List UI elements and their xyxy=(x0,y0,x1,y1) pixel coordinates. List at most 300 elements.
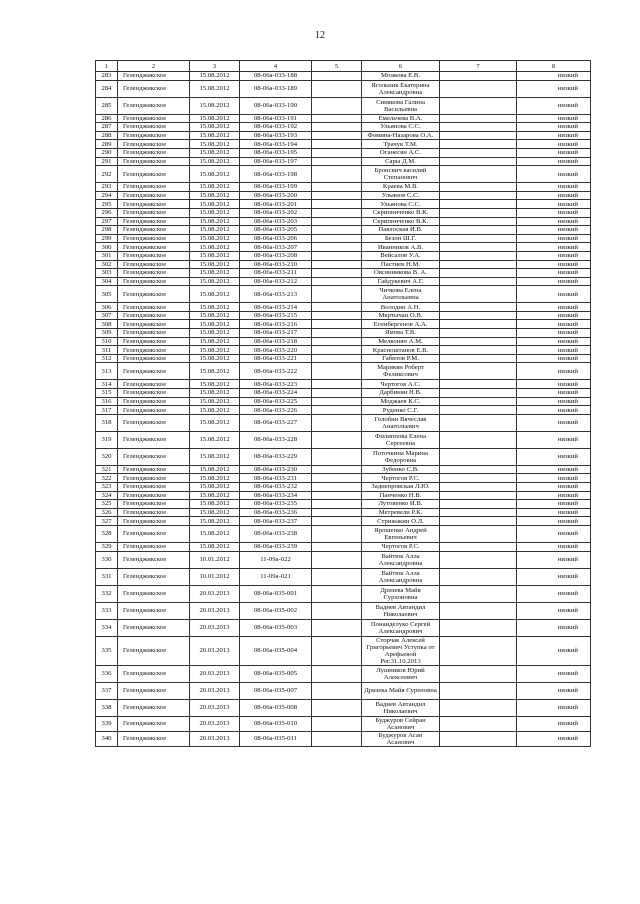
table-row xyxy=(96,320,591,329)
code-cell: 08-06а-035-004 xyxy=(240,636,312,665)
date-cell: 20.03.2013 xyxy=(190,636,240,665)
date-cell: 15.08.2012 xyxy=(190,337,240,346)
empty-cell xyxy=(312,354,362,363)
district-cell: Геленджикское xyxy=(118,269,190,278)
empty-cell xyxy=(312,602,362,619)
table-row xyxy=(96,354,591,363)
empty-cell xyxy=(440,329,517,338)
code-cell: 08-06а-035-001 xyxy=(240,585,312,602)
table-row xyxy=(96,277,591,286)
row-number: 335 xyxy=(96,636,118,665)
district-cell: Геленджикское xyxy=(118,286,190,303)
empty-cell xyxy=(440,346,517,355)
header-row xyxy=(96,61,591,72)
empty-cell xyxy=(312,251,362,260)
date-cell: 15.08.2012 xyxy=(190,354,240,363)
name-cell: Чертогов Р.С. xyxy=(362,542,440,551)
header-cell: 6 xyxy=(362,61,440,72)
table-row xyxy=(96,699,591,716)
empty-cell xyxy=(440,448,517,465)
risk-cell: низкий xyxy=(517,226,591,235)
row-number: 332 xyxy=(96,585,118,602)
row-number: 321 xyxy=(96,465,118,474)
empty-cell xyxy=(440,465,517,474)
row-number: 313 xyxy=(96,363,118,380)
risk-cell: низкий xyxy=(517,414,591,431)
empty-cell xyxy=(312,465,362,474)
table-row xyxy=(96,148,591,157)
row-number: 290 xyxy=(96,148,118,157)
table-row xyxy=(96,363,591,380)
empty-cell xyxy=(312,183,362,192)
row-number: 340 xyxy=(96,731,118,746)
district-cell: Геленджикское xyxy=(118,243,190,252)
row-number: 311 xyxy=(96,346,118,355)
district-cell: Геленджикское xyxy=(118,406,190,415)
empty-cell xyxy=(440,517,517,526)
district-cell: Геленджикское xyxy=(118,234,190,243)
code-cell: 08-06а-033-213 xyxy=(240,286,312,303)
district-cell: Геленджикское xyxy=(118,191,190,200)
risk-cell: низкий xyxy=(517,585,591,602)
name-cell: Вейсалов У.А. xyxy=(362,251,440,260)
empty-cell xyxy=(440,406,517,415)
empty-cell xyxy=(312,474,362,483)
date-cell: 15.08.2012 xyxy=(190,217,240,226)
date-cell: 15.08.2012 xyxy=(190,251,240,260)
empty-cell xyxy=(312,585,362,602)
table-row xyxy=(96,226,591,235)
code-cell: 08-06а-033-222 xyxy=(240,363,312,380)
district-cell: Геленджикское xyxy=(118,731,190,746)
empty-cell xyxy=(440,166,517,183)
date-cell: 15.08.2012 xyxy=(190,346,240,355)
risk-cell: низкий xyxy=(517,363,591,380)
name-cell: Дарбинян Н.В. xyxy=(362,389,440,398)
empty-cell xyxy=(312,234,362,243)
page-number: 12 xyxy=(315,30,325,41)
district-cell: Геленджикское xyxy=(118,114,190,123)
district-cell: Геленджикское xyxy=(118,465,190,474)
table-row xyxy=(96,97,591,114)
empty-cell xyxy=(312,483,362,492)
date-cell: 15.08.2012 xyxy=(190,406,240,415)
table-row xyxy=(96,311,591,320)
date-cell: 15.08.2012 xyxy=(190,380,240,389)
date-cell: 15.08.2012 xyxy=(190,131,240,140)
date-cell: 15.08.2012 xyxy=(190,277,240,286)
risk-cell: низкий xyxy=(517,200,591,209)
date-cell: 15.08.2012 xyxy=(190,303,240,312)
date-cell: 15.08.2012 xyxy=(190,260,240,269)
code-cell: 08-06а-033-195 xyxy=(240,148,312,157)
risk-cell: низкий xyxy=(517,542,591,551)
date-cell: 15.08.2012 xyxy=(190,123,240,132)
code-cell: 08-06а-033-205 xyxy=(240,226,312,235)
date-cell: 20.03.2013 xyxy=(190,699,240,716)
name-cell: Заднепровская Л.Ю. xyxy=(362,483,440,492)
risk-cell: низкий xyxy=(517,380,591,389)
district-cell: Геленджикское xyxy=(118,682,190,699)
district-cell: Геленджикское xyxy=(118,251,190,260)
district-cell: Геленджикское xyxy=(118,636,190,665)
table-row xyxy=(96,508,591,517)
empty-cell xyxy=(312,148,362,157)
empty-cell xyxy=(440,191,517,200)
date-cell: 15.08.2012 xyxy=(190,80,240,97)
name-cell: Стрижакин О.Л. xyxy=(362,517,440,526)
risk-cell: низкий xyxy=(517,72,591,81)
risk-cell: низкий xyxy=(517,354,591,363)
district-cell: Геленджикское xyxy=(118,346,190,355)
name-cell: Гайдукевич А.Г. xyxy=(362,277,440,286)
table-row xyxy=(96,303,591,312)
district-cell: Геленджикское xyxy=(118,226,190,235)
table-row xyxy=(96,474,591,483)
district-cell: Геленджикское xyxy=(118,140,190,149)
table-row xyxy=(96,619,591,636)
empty-cell xyxy=(312,337,362,346)
code-cell: 08-06а-033-224 xyxy=(240,389,312,398)
table-row xyxy=(96,200,591,209)
empty-cell xyxy=(312,406,362,415)
row-number: 285 xyxy=(96,97,118,114)
empty-cell xyxy=(312,277,362,286)
district-cell: Геленджикское xyxy=(118,542,190,551)
table-row xyxy=(96,269,591,278)
risk-cell: низкий xyxy=(517,131,591,140)
name-cell: Руденко С.Г. xyxy=(362,406,440,415)
risk-cell: низкий xyxy=(517,517,591,526)
row-number: 299 xyxy=(96,234,118,243)
district-cell: Геленджикское xyxy=(118,97,190,114)
date-cell: 15.08.2012 xyxy=(190,243,240,252)
district-cell: Геленджикское xyxy=(118,397,190,406)
risk-cell: низкий xyxy=(517,397,591,406)
date-cell: 15.08.2012 xyxy=(190,191,240,200)
empty-cell xyxy=(312,114,362,123)
empty-cell xyxy=(312,448,362,465)
code-cell: 08-06а-033-226 xyxy=(240,406,312,415)
name-cell: Синякова Галина Васильевна xyxy=(362,97,440,114)
row-number: 303 xyxy=(96,269,118,278)
empty-cell xyxy=(440,226,517,235)
date-cell: 10.01.2012 xyxy=(190,568,240,585)
empty-cell xyxy=(312,397,362,406)
empty-cell xyxy=(440,542,517,551)
table-row xyxy=(96,716,591,731)
code-cell: 08-06а-035-008 xyxy=(240,699,312,716)
row-number: 336 xyxy=(96,665,118,682)
date-cell: 20.03.2013 xyxy=(190,731,240,746)
row-number: 330 xyxy=(96,551,118,568)
date-cell: 15.08.2012 xyxy=(190,414,240,431)
table-row xyxy=(96,491,591,500)
name-cell: Ваднев Автандил Николаевич xyxy=(362,602,440,619)
empty-cell xyxy=(440,397,517,406)
code-cell: 08-06а-033-211 xyxy=(240,269,312,278)
code-cell: 08-06а-033-215 xyxy=(240,311,312,320)
row-number: 283 xyxy=(96,72,118,81)
name-cell: Овсянникова В. А. xyxy=(362,269,440,278)
row-number: 316 xyxy=(96,397,118,406)
empty-cell xyxy=(312,414,362,431)
risk-cell: низкий xyxy=(517,699,591,716)
code-cell: 08-06а-033-236 xyxy=(240,508,312,517)
empty-cell xyxy=(440,389,517,398)
empty-cell xyxy=(312,525,362,542)
date-cell: 15.08.2012 xyxy=(190,320,240,329)
table-row xyxy=(96,682,591,699)
empty-cell xyxy=(440,183,517,192)
name-cell: Красноштанов Е.В. xyxy=(362,346,440,355)
code-cell: 08-06а-035-003 xyxy=(240,619,312,636)
table-row xyxy=(96,568,591,585)
registry-table xyxy=(95,60,591,747)
row-number: 310 xyxy=(96,337,118,346)
empty-cell xyxy=(440,551,517,568)
code-cell: 08-06а-033-198 xyxy=(240,166,312,183)
risk-cell: низкий xyxy=(517,491,591,500)
risk-cell: низкий xyxy=(517,277,591,286)
row-number: 318 xyxy=(96,414,118,431)
name-cell: Габитов Р.М. xyxy=(362,354,440,363)
name-cell: Поточкина Марина Федоровна xyxy=(362,448,440,465)
date-cell: 15.08.2012 xyxy=(190,148,240,157)
code-cell: 08-06а-033-208 xyxy=(240,251,312,260)
risk-cell: низкий xyxy=(517,260,591,269)
empty-cell xyxy=(312,131,362,140)
code-cell: 08-06а-033-192 xyxy=(240,123,312,132)
risk-cell: низкий xyxy=(517,148,591,157)
table-row xyxy=(96,260,591,269)
risk-cell: низкий xyxy=(517,619,591,636)
district-cell: Геленджикское xyxy=(118,80,190,97)
code-cell: 08-06а-033-188 xyxy=(240,72,312,81)
code-cell: 08-06а-035-007 xyxy=(240,682,312,699)
code-cell: 08-06а-033-207 xyxy=(240,243,312,252)
code-cell: 08-06а-035-010 xyxy=(240,716,312,731)
row-number: 286 xyxy=(96,114,118,123)
table-row xyxy=(96,251,591,260)
district-cell: Геленджикское xyxy=(118,320,190,329)
name-cell: Буджуров Сейран Асанович xyxy=(362,716,440,731)
name-cell: Марикян Роберт Феликсович xyxy=(362,363,440,380)
table-row xyxy=(96,602,591,619)
empty-cell xyxy=(312,500,362,509)
date-cell: 15.08.2012 xyxy=(190,397,240,406)
risk-cell: низкий xyxy=(517,551,591,568)
row-number: 306 xyxy=(96,303,118,312)
code-cell: 11-09а-021 xyxy=(240,568,312,585)
empty-cell xyxy=(312,568,362,585)
empty-cell xyxy=(312,329,362,338)
district-cell: Геленджикское xyxy=(118,517,190,526)
empty-cell xyxy=(440,483,517,492)
row-number: 331 xyxy=(96,568,118,585)
row-number: 312 xyxy=(96,354,118,363)
risk-cell: низкий xyxy=(517,337,591,346)
empty-cell xyxy=(440,311,517,320)
empty-cell xyxy=(440,474,517,483)
empty-cell xyxy=(440,114,517,123)
risk-cell: низкий xyxy=(517,114,591,123)
empty-cell xyxy=(312,346,362,355)
table-row xyxy=(96,140,591,149)
date-cell: 20.03.2013 xyxy=(190,665,240,682)
risk-cell: низкий xyxy=(517,448,591,465)
empty-cell xyxy=(440,72,517,81)
empty-cell xyxy=(440,491,517,500)
date-cell: 15.08.2012 xyxy=(190,286,240,303)
row-number: 308 xyxy=(96,320,118,329)
empty-cell xyxy=(312,542,362,551)
name-cell: Оганесян А.С. xyxy=(362,148,440,157)
empty-cell xyxy=(440,619,517,636)
table-row xyxy=(96,483,591,492)
empty-cell xyxy=(312,303,362,312)
header-cell: 7 xyxy=(440,61,517,72)
empty-cell xyxy=(440,568,517,585)
risk-cell: низкий xyxy=(517,682,591,699)
code-cell: 08-06а-033-206 xyxy=(240,234,312,243)
code-cell: 08-06а-033-190 xyxy=(240,97,312,114)
district-cell: Геленджикское xyxy=(118,500,190,509)
name-cell: Сторчак Алексей Григорьевич Уступка от Арефьевой Рег.31.10.2013 xyxy=(362,636,440,665)
date-cell: 15.08.2012 xyxy=(190,448,240,465)
empty-cell xyxy=(312,517,362,526)
code-cell: 08-06а-033-238 xyxy=(240,525,312,542)
district-cell: Геленджикское xyxy=(118,474,190,483)
code-cell: 08-06а-033-191 xyxy=(240,114,312,123)
code-cell: 08-06а-033-217 xyxy=(240,329,312,338)
date-cell: 15.08.2012 xyxy=(190,311,240,320)
row-number: 302 xyxy=(96,260,118,269)
code-cell: 08-06а-033-189 xyxy=(240,80,312,97)
date-cell: 15.08.2012 xyxy=(190,542,240,551)
district-cell: Геленджикское xyxy=(118,585,190,602)
date-cell: 15.08.2012 xyxy=(190,269,240,278)
table-row xyxy=(96,337,591,346)
district-cell: Геленджикское xyxy=(118,337,190,346)
empty-cell xyxy=(440,148,517,157)
risk-cell: низкий xyxy=(517,500,591,509)
empty-cell xyxy=(440,363,517,380)
name-cell: Ягольник Екатерина Александровна xyxy=(362,80,440,97)
risk-cell: низкий xyxy=(517,191,591,200)
risk-cell: низкий xyxy=(517,311,591,320)
empty-cell xyxy=(312,157,362,166)
empty-cell xyxy=(312,166,362,183)
name-cell: Безон Ш.Г. xyxy=(362,234,440,243)
table-row xyxy=(96,500,591,509)
district-cell: Геленджикское xyxy=(118,389,190,398)
empty-cell xyxy=(440,303,517,312)
table-row xyxy=(96,123,591,132)
district-cell: Геленджикское xyxy=(118,491,190,500)
risk-cell: низкий xyxy=(517,166,591,183)
empty-cell xyxy=(440,260,517,269)
risk-cell: низкий xyxy=(517,329,591,338)
district-cell: Геленджикское xyxy=(118,260,190,269)
empty-cell xyxy=(312,260,362,269)
code-cell: 08-06а-033-232 xyxy=(240,483,312,492)
code-cell: 08-06а-033-237 xyxy=(240,517,312,526)
district-cell: Геленджикское xyxy=(118,602,190,619)
empty-cell xyxy=(440,414,517,431)
name-cell: Павлоская И.В. xyxy=(362,226,440,235)
district-cell: Геленджикское xyxy=(118,414,190,431)
table-row xyxy=(96,346,591,355)
risk-cell: низкий xyxy=(517,97,591,114)
row-number: 292 xyxy=(96,166,118,183)
table-row xyxy=(96,389,591,398)
date-cell: 10.01.2012 xyxy=(190,551,240,568)
name-cell: Ульянов С.С. xyxy=(362,191,440,200)
code-cell: 08-06а-033-230 xyxy=(240,465,312,474)
empty-cell xyxy=(440,157,517,166)
name-cell: Краева М.В. xyxy=(362,183,440,192)
code-cell: 08-06а-033-220 xyxy=(240,346,312,355)
table-row xyxy=(96,217,591,226)
row-number: 289 xyxy=(96,140,118,149)
name-cell: Чертогов Р.С. xyxy=(362,474,440,483)
empty-cell xyxy=(440,269,517,278)
name-cell: Трачук Т.М. xyxy=(362,140,440,149)
empty-cell xyxy=(440,716,517,731)
empty-cell xyxy=(312,269,362,278)
risk-cell: низкий xyxy=(517,303,591,312)
empty-cell xyxy=(440,354,517,363)
date-cell: 15.08.2012 xyxy=(190,491,240,500)
empty-cell xyxy=(440,123,517,132)
name-cell: Чертогов А.С. xyxy=(362,380,440,389)
row-number: 328 xyxy=(96,525,118,542)
empty-cell xyxy=(312,80,362,97)
row-number: 305 xyxy=(96,286,118,303)
district-cell: Геленджикское xyxy=(118,568,190,585)
row-number: 319 xyxy=(96,431,118,448)
district-cell: Геленджикское xyxy=(118,380,190,389)
empty-cell xyxy=(440,234,517,243)
empty-cell xyxy=(440,585,517,602)
code-cell: 08-06а-033-234 xyxy=(240,491,312,500)
risk-cell: низкий xyxy=(517,483,591,492)
table-row xyxy=(96,234,591,243)
date-cell: 15.08.2012 xyxy=(190,157,240,166)
district-cell: Геленджикское xyxy=(118,665,190,682)
code-cell: 08-06а-033-223 xyxy=(240,380,312,389)
risk-cell: низкий xyxy=(517,508,591,517)
risk-cell: низкий xyxy=(517,568,591,585)
date-cell: 15.08.2012 xyxy=(190,483,240,492)
empty-cell xyxy=(440,243,517,252)
date-cell: 20.03.2013 xyxy=(190,602,240,619)
district-cell: Геленджикское xyxy=(118,551,190,568)
empty-cell xyxy=(312,320,362,329)
name-cell: Володин А.Н. xyxy=(362,303,440,312)
date-cell: 15.08.2012 xyxy=(190,183,240,192)
date-cell: 15.08.2012 xyxy=(190,517,240,526)
date-cell: 20.03.2013 xyxy=(190,585,240,602)
table-row xyxy=(96,517,591,526)
row-number: 298 xyxy=(96,226,118,235)
district-cell: Геленджикское xyxy=(118,311,190,320)
district-cell: Геленджикское xyxy=(118,123,190,132)
empty-cell xyxy=(312,699,362,716)
table-row xyxy=(96,465,591,474)
name-cell: Вайтюк Алла Александровна xyxy=(362,568,440,585)
